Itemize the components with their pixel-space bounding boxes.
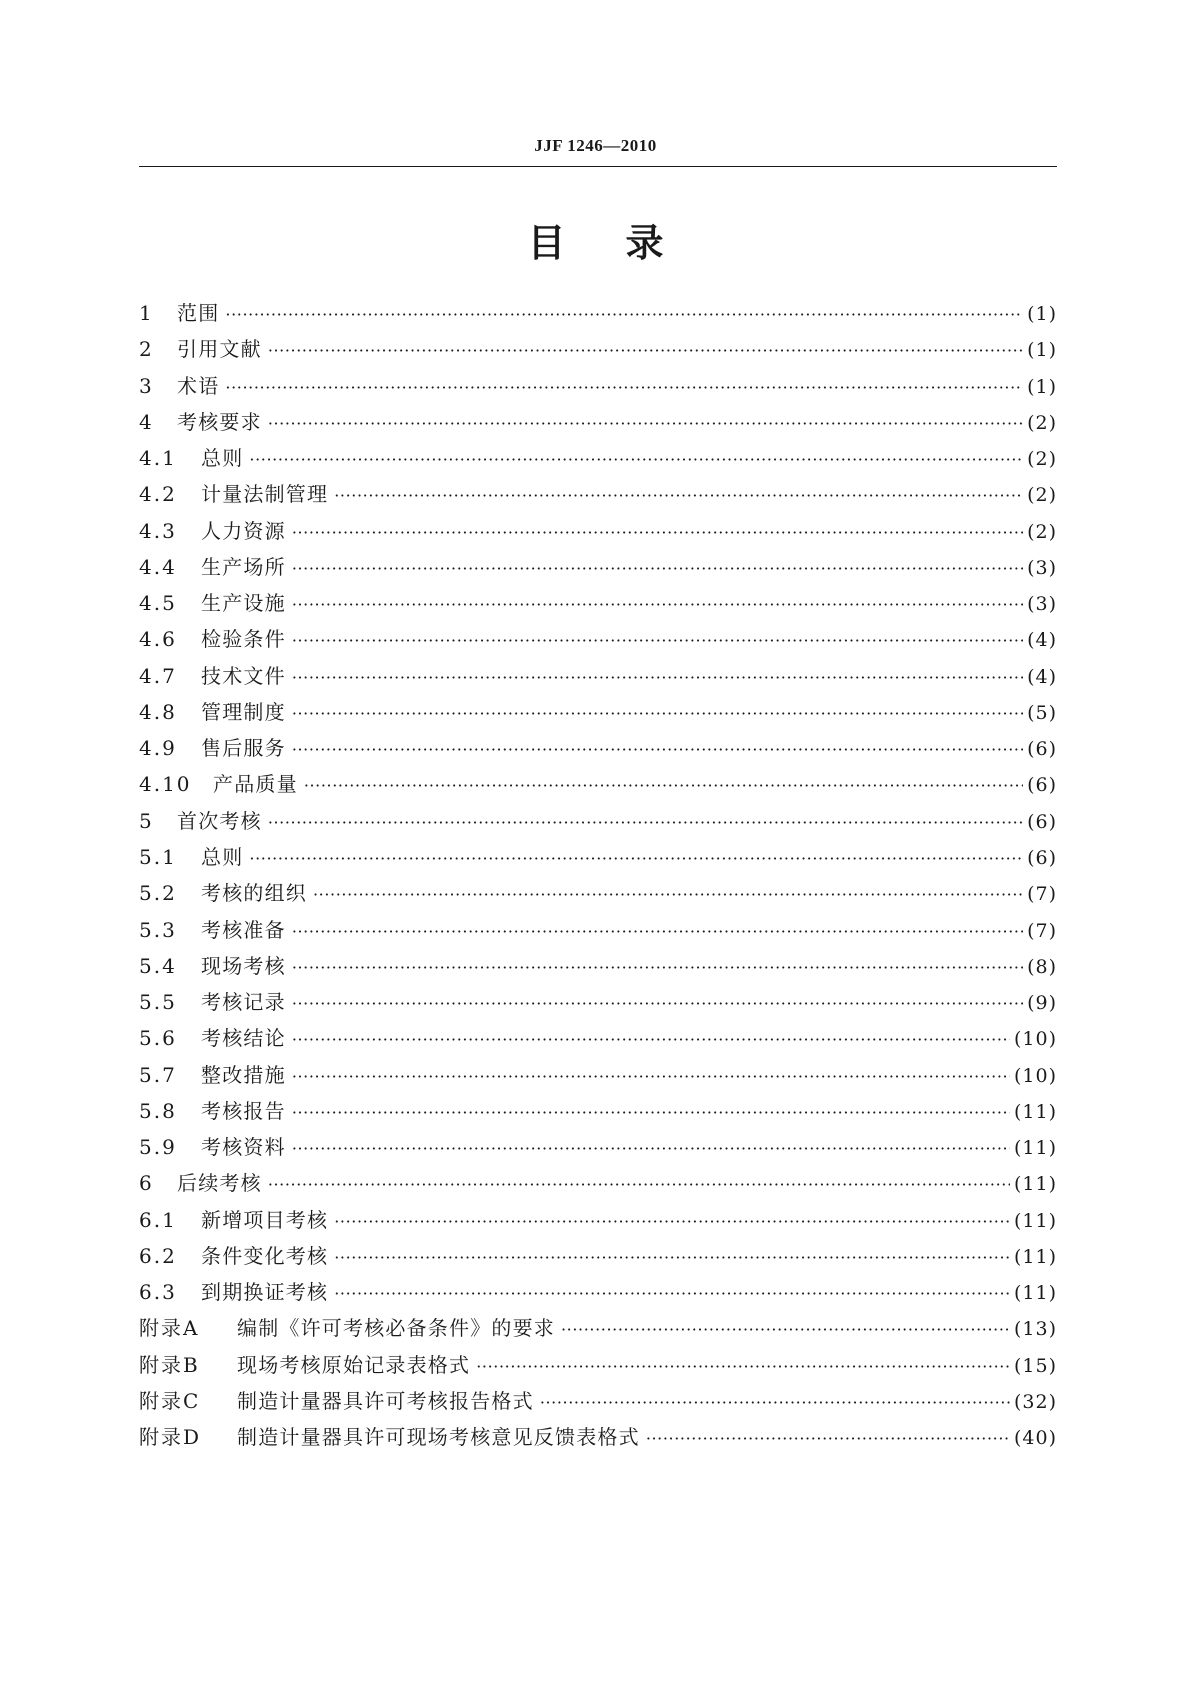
toc-entry-label: 总则 <box>201 844 244 869</box>
toc-entry-page: (6) <box>1027 774 1057 797</box>
toc-leader-dots <box>334 1212 1010 1231</box>
toc-entry-number: 6.3 <box>139 1280 177 1305</box>
toc-entry-label: 售后服务 <box>201 736 286 761</box>
toc-entry-5-9[interactable] <box>139 1131 1057 1167</box>
toc-leader-dots <box>334 1248 1010 1267</box>
toc-entry-4-5[interactable] <box>139 587 1057 623</box>
toc-entry-label: 管理制度 <box>201 699 286 724</box>
toc-entry-label: 引用文献 <box>177 337 262 362</box>
toc-entry-label: 考核要求 <box>177 409 262 434</box>
toc-entry-page: (4) <box>1027 629 1057 652</box>
toc-entry-number: 5.4 <box>139 953 177 978</box>
toc-entry-number: 4.7 <box>139 663 177 688</box>
toc-leader-dots <box>292 668 1023 687</box>
toc-entry-1[interactable] <box>139 297 1057 333</box>
toc-entry-page: (11) <box>1013 1100 1057 1123</box>
toc-entry-page: (7) <box>1027 883 1057 906</box>
toc-entry-5-4[interactable] <box>139 950 1057 986</box>
toc-entry-number: 5.6 <box>139 1026 177 1051</box>
toc-entry-page: (2) <box>1027 520 1057 543</box>
document-code: JJF 1246—2010 <box>534 136 657 155</box>
toc-entry-page: (15) <box>1013 1354 1057 1377</box>
toc-entry-label: 考核资料 <box>201 1135 286 1160</box>
toc-entry-label: 整改措施 <box>201 1062 286 1087</box>
toc-entry-label: 条件变化考核 <box>201 1243 329 1268</box>
toc-entry-label: 考核报告 <box>201 1098 286 1123</box>
toc-entry-label: 产品质量 <box>213 772 298 797</box>
toc-entry-label: 编制《许可考核必备条件》的要求 <box>237 1316 555 1341</box>
toc-entry-number: 6 <box>139 1171 154 1196</box>
toc-entry-number: 6.1 <box>139 1207 177 1232</box>
toc-entry-5[interactable] <box>139 805 1057 841</box>
toc-entry-label: 后续考核 <box>177 1171 262 1196</box>
toc-entry-6-1[interactable] <box>139 1204 1057 1240</box>
toc-entry-page: (11) <box>1013 1282 1057 1305</box>
header-divider <box>139 166 1057 167</box>
toc-entry-label: 术语 <box>177 373 220 398</box>
toc-entry-5-8[interactable] <box>139 1095 1057 1131</box>
toc-entry-number: 附录D <box>139 1425 202 1450</box>
toc-leader-dots <box>292 595 1023 614</box>
toc-entry-appendix-c[interactable] <box>139 1385 1057 1421</box>
toc-entry-5-7[interactable] <box>139 1059 1057 1095</box>
toc-entry-page: (10) <box>1013 1028 1057 1051</box>
toc-entry-2[interactable] <box>139 333 1057 369</box>
toc-entry-page: (1) <box>1027 339 1057 362</box>
toc-entry-6-3[interactable] <box>139 1276 1057 1312</box>
toc-leader-dots <box>292 631 1023 650</box>
toc-entry-label: 制造计量器具许可现场考核意见反馈表格式 <box>237 1425 640 1450</box>
toc-entry-number: 4.1 <box>139 446 177 471</box>
toc-leader-dots <box>292 704 1023 723</box>
toc-entry-label: 技术文件 <box>201 663 286 688</box>
toc-leader-dots <box>292 958 1023 977</box>
toc-leader-dots <box>292 1139 1010 1158</box>
toc-entry-appendix-b[interactable] <box>139 1349 1057 1385</box>
toc-leader-dots <box>476 1357 1010 1376</box>
toc-entry-page: (4) <box>1027 665 1057 688</box>
toc-leader-dots <box>646 1429 1010 1448</box>
toc-entry-appendix-d[interactable] <box>139 1421 1057 1457</box>
toc-entry-number: 4.4 <box>139 554 177 579</box>
toc-entry-4-10[interactable] <box>139 768 1057 804</box>
toc-entry-page: (5) <box>1027 701 1057 724</box>
toc-entry-page: (1) <box>1027 303 1057 325</box>
toc-entry-4-2[interactable] <box>139 478 1057 514</box>
toc-entry-label: 考核准备 <box>201 917 286 942</box>
toc-entry-page: (11) <box>1013 1245 1057 1268</box>
toc-entry-label: 生产场所 <box>201 554 286 579</box>
toc-entry-page: (6) <box>1027 738 1057 761</box>
toc-entry-number: 5 <box>139 808 154 833</box>
toc-entry-appendix-a[interactable] <box>139 1312 1057 1348</box>
toc-entry-number: 4.3 <box>139 518 177 543</box>
toc-entry-5-1[interactable] <box>139 841 1057 877</box>
toc-entry-page: (13) <box>1013 1318 1057 1341</box>
toc-entry-5-6[interactable] <box>139 1022 1057 1058</box>
toc-entry-number: 5.9 <box>139 1135 177 1160</box>
toc-leader-dots <box>292 523 1023 542</box>
toc-entry-number: 附录C <box>139 1388 201 1413</box>
toc-entry-number: 5.5 <box>139 990 177 1015</box>
toc-leader-dots <box>561 1320 1010 1339</box>
toc-entry-4-8[interactable] <box>139 696 1057 732</box>
toc-entry-page: (1) <box>1027 375 1057 398</box>
toc-entry-label: 考核结论 <box>201 1026 286 1051</box>
toc-entry-label: 范围 <box>177 301 220 325</box>
toc-entry-number: 3 <box>139 373 154 398</box>
toc-entry-4-3[interactable] <box>139 515 1057 551</box>
toc-entry-page: (11) <box>1013 1137 1057 1160</box>
toc-leader-dots <box>292 740 1023 759</box>
toc-entry-5-5[interactable] <box>139 986 1057 1022</box>
toc-leader-dots <box>292 922 1023 941</box>
toc-entry-page: (8) <box>1027 955 1057 978</box>
toc-entry-page: (6) <box>1027 846 1057 869</box>
toc-leader-dots <box>540 1393 1010 1412</box>
toc-entry-page: (3) <box>1027 593 1057 616</box>
toc-leader-dots <box>268 1175 1010 1194</box>
toc-leader-dots <box>334 1284 1010 1303</box>
toc-entry-number: 4.10 <box>139 772 192 797</box>
toc-leader-dots <box>292 1067 1010 1086</box>
toc-entry-label: 计量法制管理 <box>201 482 329 507</box>
toc-leader-dots <box>304 776 1023 795</box>
toc-entry-label: 人力资源 <box>201 518 286 543</box>
toc-entry-number: 4 <box>139 409 154 434</box>
toc-entry-number: 6.2 <box>139 1243 177 1268</box>
toc-leader-dots <box>313 885 1023 904</box>
toc-leader-dots <box>268 813 1023 832</box>
toc-entry-4[interactable] <box>139 406 1057 442</box>
toc-entry-number: 5.8 <box>139 1098 177 1123</box>
toc-entry-4-9[interactable] <box>139 732 1057 768</box>
toc-entry-label: 首次考核 <box>177 808 262 833</box>
toc-entry-5-3[interactable] <box>139 914 1057 950</box>
toc-leader-dots <box>292 559 1023 578</box>
toc-leader-dots <box>292 1030 1010 1049</box>
toc-entry-number: 附录A <box>139 1316 200 1341</box>
toc-entry-page: (2) <box>1027 448 1057 471</box>
toc-entry-page: (11) <box>1013 1173 1057 1196</box>
toc-entry-4-4[interactable] <box>139 551 1057 587</box>
toc-entry-4-1[interactable] <box>139 442 1057 478</box>
toc-entry-page: (10) <box>1013 1064 1057 1087</box>
toc-entry-6-2[interactable] <box>139 1240 1057 1276</box>
toc-leader-dots <box>249 450 1023 469</box>
toc-entry-label: 现场考核 <box>201 953 286 978</box>
toc-entry-page: (11) <box>1013 1209 1057 1232</box>
toc-entry-number: 5.7 <box>139 1062 177 1087</box>
toc-entry-5-2[interactable] <box>139 877 1057 913</box>
toc-entry-4-6[interactable] <box>139 623 1057 659</box>
toc-list <box>139 297 1057 1458</box>
toc-entry-page: (9) <box>1027 992 1057 1015</box>
toc-leader-dots <box>249 849 1023 868</box>
toc-leader-dots <box>292 994 1023 1013</box>
toc-entry-number: 2 <box>139 337 154 362</box>
toc-entry-number: 4.9 <box>139 736 177 761</box>
toc-title: 目录 <box>527 221 724 265</box>
toc-leader-dots <box>268 414 1023 433</box>
toc-entry-number: 5.2 <box>139 881 177 906</box>
toc-entry-4-7[interactable] <box>139 660 1057 696</box>
toc-entry-number: 4.6 <box>139 627 177 652</box>
toc-leader-dots <box>292 1103 1010 1122</box>
toc-entry-label: 现场考核原始记录表格式 <box>237 1352 471 1377</box>
toc-entry-label: 制造计量器具许可考核报告格式 <box>237 1388 534 1413</box>
toc-entry-label: 考核的组织 <box>201 881 307 906</box>
toc-entry-label: 总则 <box>201 446 244 471</box>
toc-entry-label: 考核记录 <box>201 990 286 1015</box>
toc-entry-6[interactable] <box>139 1167 1057 1203</box>
toc-leader-dots <box>268 341 1023 360</box>
toc-entry-number: 5.3 <box>139 917 177 942</box>
toc-entry-number: 4.2 <box>139 482 177 507</box>
toc-entry-number: 4.8 <box>139 699 177 724</box>
toc-entry-label: 新增项目考核 <box>201 1207 329 1232</box>
toc-leader-dots <box>225 378 1023 397</box>
toc-entry-page: (40) <box>1013 1427 1057 1450</box>
toc-entry-page: (2) <box>1027 484 1057 507</box>
toc-entry-page: (3) <box>1027 556 1057 579</box>
toc-leader-dots <box>225 305 1023 324</box>
toc-entry-page: (32) <box>1013 1390 1057 1413</box>
toc-entry-label: 到期换证考核 <box>201 1280 329 1305</box>
toc-leader-dots <box>334 486 1023 505</box>
toc-entry-number: 5.1 <box>139 844 177 869</box>
toc-entry-3[interactable] <box>139 370 1057 406</box>
toc-entry-label: 检验条件 <box>201 627 286 652</box>
toc-entry-label: 生产设施 <box>201 591 286 616</box>
toc-entry-page: (2) <box>1027 411 1057 434</box>
toc-entry-number: 附录B <box>139 1352 200 1377</box>
toc-entry-number: 1 <box>139 301 154 325</box>
toc-entry-page: (6) <box>1027 810 1057 833</box>
toc-entry-page: (7) <box>1027 919 1057 942</box>
toc-entry-number: 4.5 <box>139 591 177 616</box>
